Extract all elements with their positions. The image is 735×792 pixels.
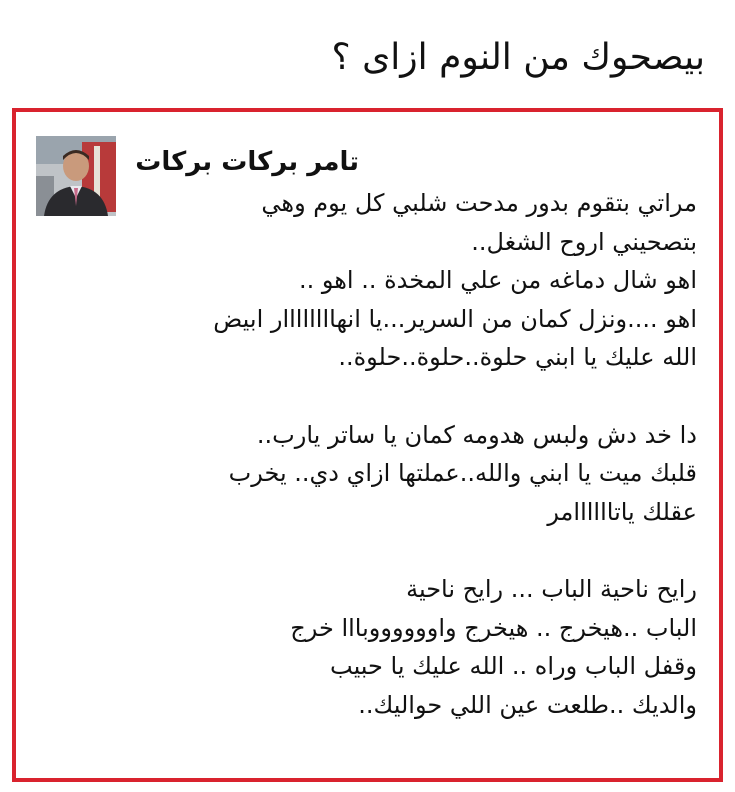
post-line: دا خد دش ولبس هدومه كمان يا ساتر يارب.. <box>256 420 697 449</box>
author-name[interactable]: تامر بركات بركات <box>135 147 359 177</box>
post-headline: بيصحوك من النوم ازاى ؟ <box>331 37 705 78</box>
post-line: وقفل الباب وراه .. الله عليك يا حبيب <box>330 652 697 681</box>
post-line: بتصحيني اروح الشغل.. <box>471 227 697 256</box>
post-line: عقلك ياتاااااامر <box>547 497 697 526</box>
post-line: قلبك ميت يا ابني والله..عملتها ازاي دي.. يخرب <box>228 459 697 488</box>
post-line: الباب ..هيخرج .. هيخرج واووووووبااا خرج <box>290 613 697 642</box>
post-text <box>122 184 697 724</box>
post-line: رايح ناحية الباب ... رايح ناحية <box>406 574 697 603</box>
post-line: الله عليك يا ابني حلوة..حلوة..حلوة.. <box>338 343 697 372</box>
post-line: والديك ..طلعت عين اللي حواليك.. <box>358 690 697 719</box>
post-blank-line <box>122 531 697 570</box>
post-line: مراتي بتقوم بدور مدحت شلبي كل يوم وهي <box>261 189 697 217</box>
quoted-post-card <box>12 108 723 782</box>
avatar <box>36 136 116 216</box>
post-line: اهو شال دماغه من علي المخدة .. اهو .. <box>298 266 697 295</box>
profile-photo-icon <box>36 136 116 216</box>
post-blank-line <box>122 377 697 416</box>
post-line: اهو ....ونزل كمان من السرير...يا انهاااااااار ابيض <box>213 304 697 333</box>
